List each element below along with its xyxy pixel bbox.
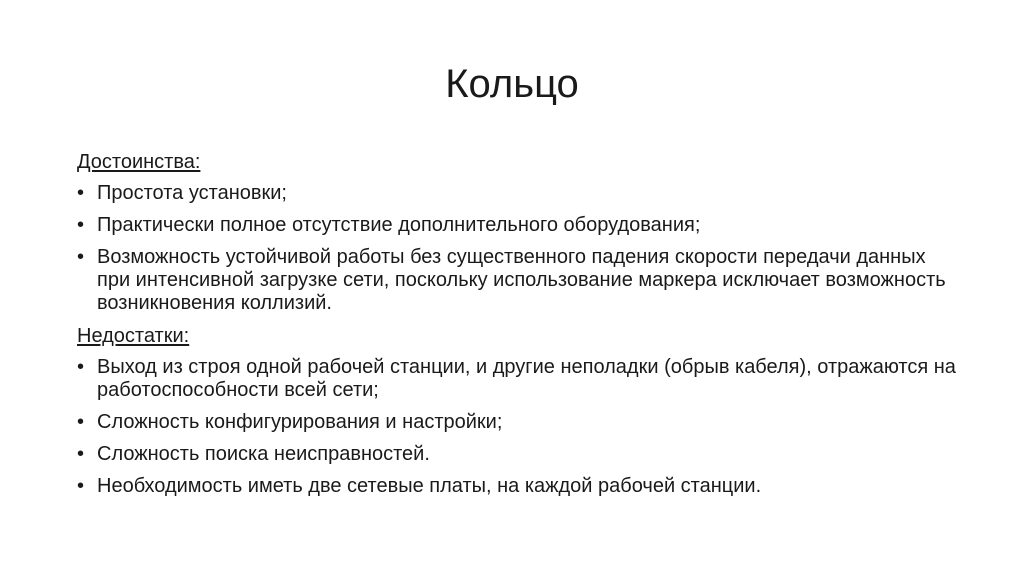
slide-content <box>77 150 957 507</box>
list-item <box>77 475 957 498</box>
advantages-heading: Достоинства: <box>77 151 201 173</box>
disadvantages-heading: Недостатки: <box>77 325 190 347</box>
list-item-text: Простота установки; <box>97 182 287 204</box>
list-item-text: Возможность устойчивой работы без существенного падения скорости передачи данных при интенсивной загрузке сети, поскольку использование маркера исключает возможность возникновения коллизий. <box>97 246 946 314</box>
bullet-icon: • <box>77 214 85 236</box>
list-item <box>77 443 957 466</box>
bullet-icon: • <box>77 246 85 268</box>
list-item <box>77 246 957 315</box>
bullet-icon: • <box>77 411 85 433</box>
bullet-icon: • <box>77 475 85 497</box>
list-item <box>77 214 957 237</box>
list-item <box>77 356 957 402</box>
disadvantages-list <box>77 356 957 498</box>
bullet-icon: • <box>77 356 85 378</box>
advantages-list <box>77 182 957 315</box>
slide-title: Кольцо <box>445 62 579 106</box>
list-item-text: Необходимость иметь две сетевые платы, на каждой рабочей станции. <box>97 475 762 497</box>
bullet-icon: • <box>77 443 85 465</box>
list-item <box>77 182 957 205</box>
list-item-text: Сложность конфигурирования и настройки; <box>97 411 503 433</box>
bullet-icon: • <box>77 182 85 204</box>
list-item-text: Сложность поиска неисправностей. <box>97 443 430 465</box>
list-item-text: Практически полное отсутствие дополнительного оборудования; <box>97 214 701 236</box>
list-item <box>77 411 957 434</box>
list-item-text: Выход из строя одной рабочей станции, и другие неполадки (обрыв кабеля), отражаются на работоспособности всей сети; <box>97 356 956 401</box>
